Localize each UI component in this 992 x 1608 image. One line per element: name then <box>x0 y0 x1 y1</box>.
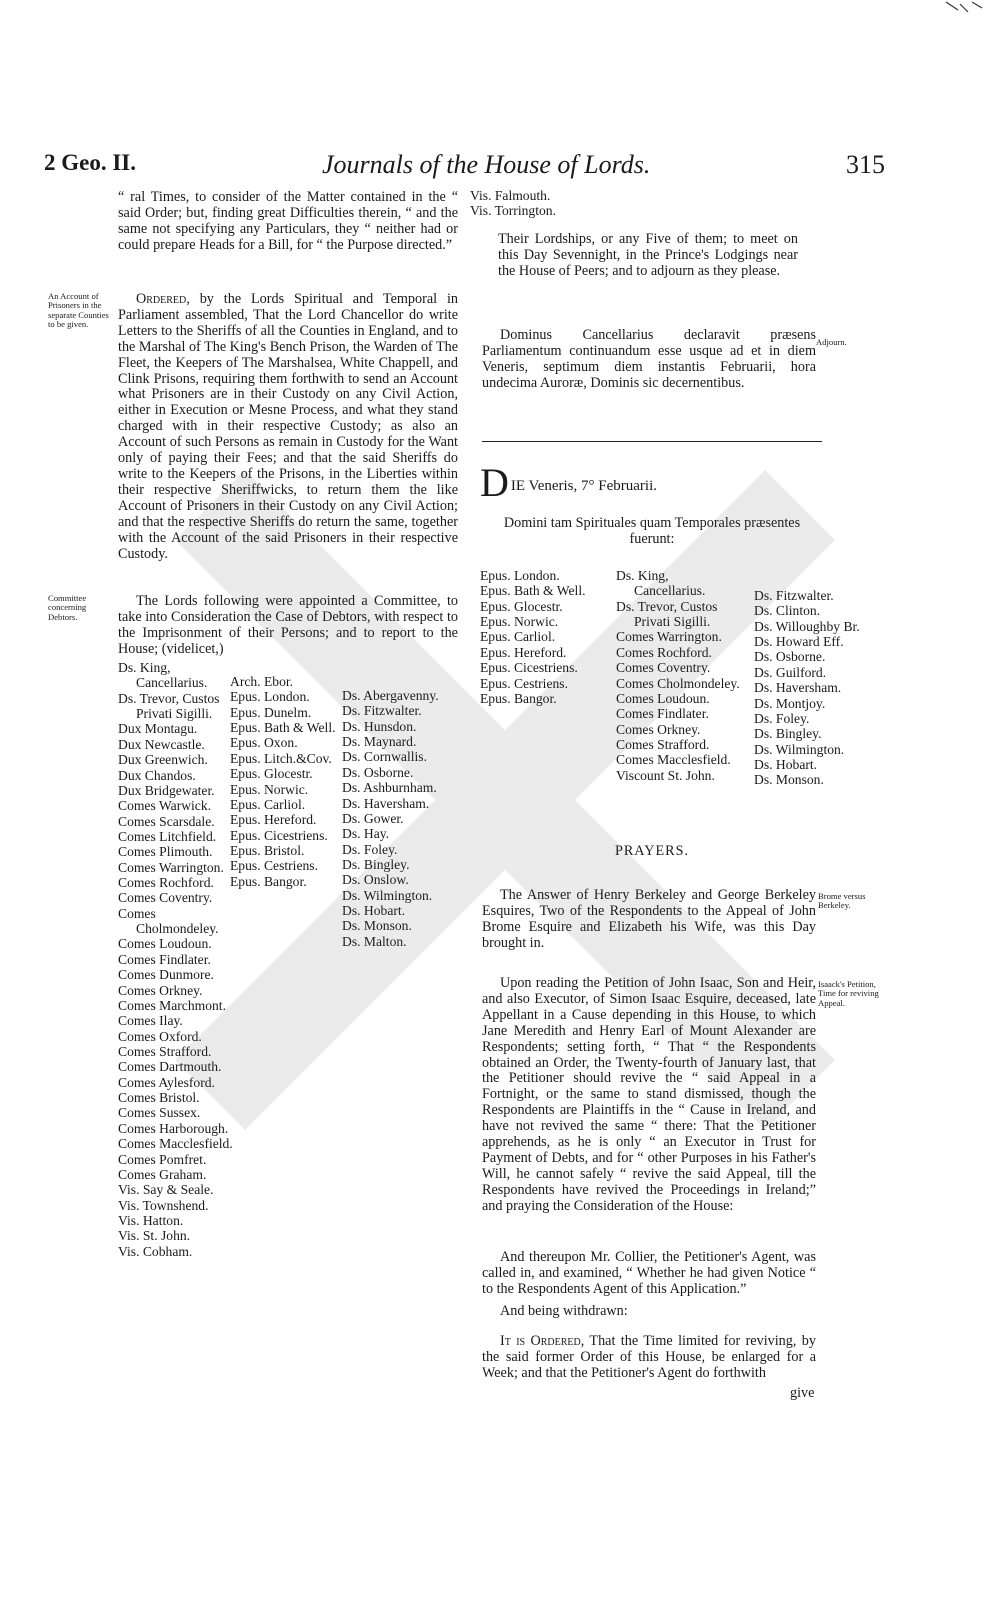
committee-list-continued <box>470 188 670 219</box>
member-name: Epus. Cestriens. <box>230 858 318 874</box>
member-name: Dux Newcastle. <box>118 736 205 752</box>
present-heading: Domini tam Spirituales quam Temporales præsentes fuerunt: <box>503 515 801 547</box>
member-name: Ds. Wilmington. <box>342 887 433 903</box>
member-name: Ds. Monson. <box>342 918 412 934</box>
quote-tail: “ ral Times, to consider of the Matter contained in the “ said Order; but, finding great Difficulties therein, “ and the same not specifying any Particulars, they “ neither had or could prepare Heads for a Bill, for “ the Purpose directed.” <box>118 189 458 253</box>
final-order-paragraph <box>482 1334 816 1382</box>
petition-paragraph: Upon reading the Petition of John Isaac, Son and Heir, and also Executor, of Simon Isaac Esquire, deceased, late Appellant in a Cause depending in this House, to which Jane Meredith and Henry Earl of Mount Alexander are Respondents; setting forth, “ That “ the Respondents obtained an Order, the Twenty-fourth of January last, that the Petitioner should revive the “ said Appeal in a Fortnight, or the same to stand dismissed, though the Respondents are Plaintiffs in the “ Cause in Ireland, and have not revived the same “ there: That the Petitioner apprehends, as he is only “ an Executor in Trust for Payment of Debts, and for “ other Purposes in his Father's Will, he cannot safely “ revive the said Appeal, till the Respondents have revived the Proceedings in Ireland;” and praying the Consideration of the House: <box>482 975 816 1214</box>
member-name: Ds. Trevor, Custos Privati Sigilli. <box>118 690 220 722</box>
final-ordered-word: It is Ordered, <box>500 1333 585 1349</box>
member-name: Comes Rochford. <box>616 644 712 660</box>
catchword: give <box>790 1385 815 1401</box>
member-name: Dux Chandos. <box>118 767 196 783</box>
member-name: Vis. Cobham. <box>118 1243 193 1259</box>
member-name: Ds. Gower. <box>342 810 404 826</box>
member-name: Comes Aylesford. <box>118 1074 215 1090</box>
member-name: Comes Coventry. <box>616 660 711 676</box>
member-name: Epus. Litch.&Cov. <box>230 750 332 766</box>
member-name: Epus. Bath & Well. <box>230 720 336 736</box>
member-name: Comes Ilay. <box>118 1013 183 1029</box>
member-name: Ds. King, Cancellarius. <box>118 660 208 691</box>
member-name: Comes Scarsdale. <box>118 813 215 829</box>
member-name: Ds. Foley. <box>342 841 398 857</box>
member-name: Comes Oxford. <box>118 1028 202 1044</box>
member-name: Epus. Glocestr. <box>480 598 563 614</box>
member-name: Ds. Guilford. <box>754 664 827 680</box>
member-name: Ds. Montjoy. <box>754 695 826 711</box>
margin-note-account: An Account of Prisoners in the separate Counties to be given. <box>48 291 109 329</box>
member-name: Epus. Oxon. <box>230 735 298 751</box>
member-name: Vis. Falmouth. <box>470 188 551 203</box>
member-name: Epus. Norwic. <box>480 614 559 630</box>
running-head-regnal-year: 2 Geo. II. <box>44 150 136 175</box>
member-name: Comes Warrington. <box>118 859 224 875</box>
member-name: Comes Dartmouth. <box>118 1059 222 1075</box>
member-name: Ds. Bingley. <box>342 856 410 872</box>
committee-list-barons <box>342 688 460 949</box>
member-name: Epus. Bangor. <box>480 690 557 706</box>
member-name: Vis. Hatton. <box>118 1212 184 1228</box>
member-name: Ds. Abergavenny. <box>342 688 439 703</box>
member-name: Epus. Hereford. <box>230 812 317 828</box>
member-name: Comes Loudoun. <box>616 690 710 706</box>
member-name: Comes Cholmondeley. <box>118 905 219 937</box>
member-name: Comes Warrington. <box>616 629 722 645</box>
member-name: Ds. Trevor, Custos Privati Sigilli. <box>616 598 718 630</box>
member-name: Ds. Foley. <box>754 710 810 726</box>
member-name: Ds. Hay. <box>342 826 390 842</box>
committee-list-bishops <box>230 674 346 889</box>
adjournment-paragraph: Dominus Cancellarius declaravit præsens Parliamentum continuandum esse usque ad et in diem Veneris, septimum diem instantis Februarii, hora undecima Auroræ, Dominis sic decernentibus. <box>482 327 816 391</box>
member-name: Comes Sussex. <box>118 1105 201 1121</box>
member-name: Dux Greenwich. <box>118 752 208 768</box>
member-name: Vis. Torrington. <box>470 203 556 219</box>
present-list-officers-earls <box>616 568 741 783</box>
member-name: Vis. St. John. <box>118 1228 191 1244</box>
member-name: Epus. Cestriens. <box>480 675 568 691</box>
running-head-title: Journals of the House of Lords. <box>322 150 651 179</box>
member-name: Comes Macclesfield. <box>118 1136 233 1152</box>
member-name: Epus. Bath & Well. <box>480 583 586 599</box>
member-name: Epus. Dunelm. <box>230 704 312 720</box>
member-name: Comes Loudoun. <box>118 936 212 952</box>
member-name: Epus. Glocestr. <box>230 766 313 782</box>
prayers-heading: PRAYERS. <box>614 843 690 859</box>
member-name: Ds. Maynard. <box>342 734 417 750</box>
member-name: Comes Cholmondeley. <box>616 675 740 691</box>
member-name: Comes Strafford. <box>616 736 710 752</box>
collier-paragraph: And thereupon Mr. Collier, the Petitioner's Agent, was called in, and examined, “ Whether he had given Notice “ to the Respondents Agent of this Application.” <box>482 1249 816 1297</box>
member-name: Ds. King, Cancellarius. <box>616 568 706 599</box>
member-name: Ds. Cornwallis. <box>342 749 427 765</box>
member-name: Ds. Malton. <box>342 933 407 949</box>
member-name: Ds. Howard Eff. <box>754 634 844 650</box>
member-name: Epus. Cicestriens. <box>480 660 578 676</box>
member-name: Dux Montagu. <box>118 721 198 737</box>
member-name: Arch. Ebor. <box>230 674 294 689</box>
member-name: Comes Pomfret. <box>118 1151 207 1167</box>
final-order-text: That the Time limited for reviving, by the said former Order of this House, be enlarged for a Week; and that the Petitioner's Agent do forthwith <box>482 1333 816 1381</box>
member-name: Vis. Say & Seale. <box>118 1182 214 1198</box>
member-name: Ds. Osborne. <box>342 764 414 780</box>
member-name: Ds. Wilmington. <box>754 741 845 757</box>
margin-note-brome: Brome versus Berkeley. <box>818 891 866 911</box>
meeting-instructions: Their Lordships, or any Five of them; to meet on this Day Sevennight, in the Prince's Lodgings near the House of Peers; and to adjourn as they please. <box>498 231 798 279</box>
member-name: Comes Findlater. <box>118 951 211 967</box>
member-name: Ds. Willoughby Br. <box>754 618 860 634</box>
member-name: Epus. Carliol. <box>230 796 306 812</box>
committee-list-temporal <box>118 660 236 1259</box>
member-name: Comes Bristol. <box>118 1090 200 1106</box>
answer-paragraph: The Answer of Henry Berkeley and George Berkeley Esquires, Two of the Respondents to the Appeal of John Brome Esquire and Elizabeth his Wife, was this Day brought in. <box>482 887 816 951</box>
member-name: Ds. Haversham. <box>342 795 430 811</box>
member-name: Ds. Ashburnham. <box>342 780 437 796</box>
member-name: Comes Marchmont. <box>118 997 226 1013</box>
present-list-bishops <box>480 568 610 706</box>
margin-note-adjourn: Adjourn. <box>816 337 847 347</box>
present-list-barons <box>754 588 864 788</box>
member-name: Ds. Onslow. <box>342 872 409 888</box>
member-name: Comes Rochford. <box>118 875 214 891</box>
order-text: by the Lords Spiritual and Temporal in Parliament assembled, That the Lord Chancellor do write Letters to the Sheriffs of all the Counties in England, and to the Marshal of The King's Bench Prison, the Warden of The Fleet, the Keepers of The Marshalsea, White Chappell, and Clink Prisons, requiring them forthwith to send an Account what Prisoners are in their Custody on any Civil Action, either in Execution or Mesne Process, and what they stand charged with in their respective Custody; as also an Account of such Persons as remain in Custody for the Want only of paying their Fees; and that the said Sheriffs do write to the Keepers of the Prisons, in the Liberties within their respective Sheriffwicks, to return them the like Account of Prisoners in their Custody on any Civil Action; and that the respective Sheriffs do return the same, together with the Account of the said Prisoners in their respective Custody. <box>118 291 458 562</box>
member-name: Ds. Bingley. <box>754 726 822 742</box>
page-edge-mark <box>944 0 984 20</box>
withdrawn-line: And being withdrawn: <box>500 1303 628 1319</box>
member-name: Ds. Fitzwalter. <box>342 703 422 719</box>
order-paragraph <box>118 292 458 562</box>
member-name: Vis. Townshend. <box>118 1197 209 1213</box>
member-name: Ds. Fitzwalter. <box>754 588 834 603</box>
member-name: Comes Harborough. <box>118 1120 229 1136</box>
member-name: Ds. Hunsdon. <box>342 718 417 734</box>
member-name: Comes Macclesfield. <box>616 752 731 768</box>
member-name: Ds. Clinton. <box>754 603 821 619</box>
sitting-date: D IE Veneris, 7° Februarii. <box>480 460 657 505</box>
member-name: Dux Bridgewater. <box>118 782 215 798</box>
member-name: Comes Litchfield. <box>118 828 217 844</box>
member-name: Comes Dunmore. <box>118 967 214 983</box>
member-name: Epus. Carliol. <box>480 629 556 645</box>
member-name: Comes Plimouth. <box>118 844 213 860</box>
member-name: Epus. London. <box>480 568 560 583</box>
member-name: Ds. Monson. <box>754 772 824 788</box>
member-name: Comes Findlater. <box>616 706 709 722</box>
member-name: Comes Strafford. <box>118 1043 212 1059</box>
section-rule <box>482 441 822 442</box>
member-name: Comes Orkney. <box>118 982 203 998</box>
margin-note-committee: Committee concerning Debtors. <box>48 593 87 622</box>
member-name: Comes Coventry. <box>118 890 213 906</box>
member-name: Epus. London. <box>230 689 310 705</box>
member-name: Viscount St. John. <box>616 767 715 783</box>
member-name: Epus. Bristol. <box>230 842 305 858</box>
ordered-word: Ordered, <box>136 291 190 307</box>
member-name: Comes Graham. <box>118 1166 207 1182</box>
margin-note-isaac: Isaack's Petition, Time for reviving Appeal. <box>818 979 879 1008</box>
page-number: 315 <box>846 150 885 179</box>
member-name: Comes Warwick. <box>118 798 212 814</box>
member-name: Epus. Cicestriens. <box>230 827 328 843</box>
member-name: Epus. Norwic. <box>230 781 309 797</box>
member-name: Ds. Hobart. <box>754 756 818 772</box>
member-name: Ds. Haversham. <box>754 680 842 696</box>
member-name: Epus. Hereford. <box>480 644 567 660</box>
member-name: Ds. Osborne. <box>754 649 826 665</box>
drop-cap: D <box>480 460 509 505</box>
member-name: Comes Orkney. <box>616 721 701 737</box>
committee-paragraph: The Lords following were appointed a Committee, to take into Consideration the Case of Debtors, with respect to the Imprisonment of their Persons; and to report to the House; (videlicet,) <box>118 593 458 657</box>
member-name: Epus. Bangor. <box>230 873 307 889</box>
member-name: Ds. Hobart. <box>342 903 406 919</box>
